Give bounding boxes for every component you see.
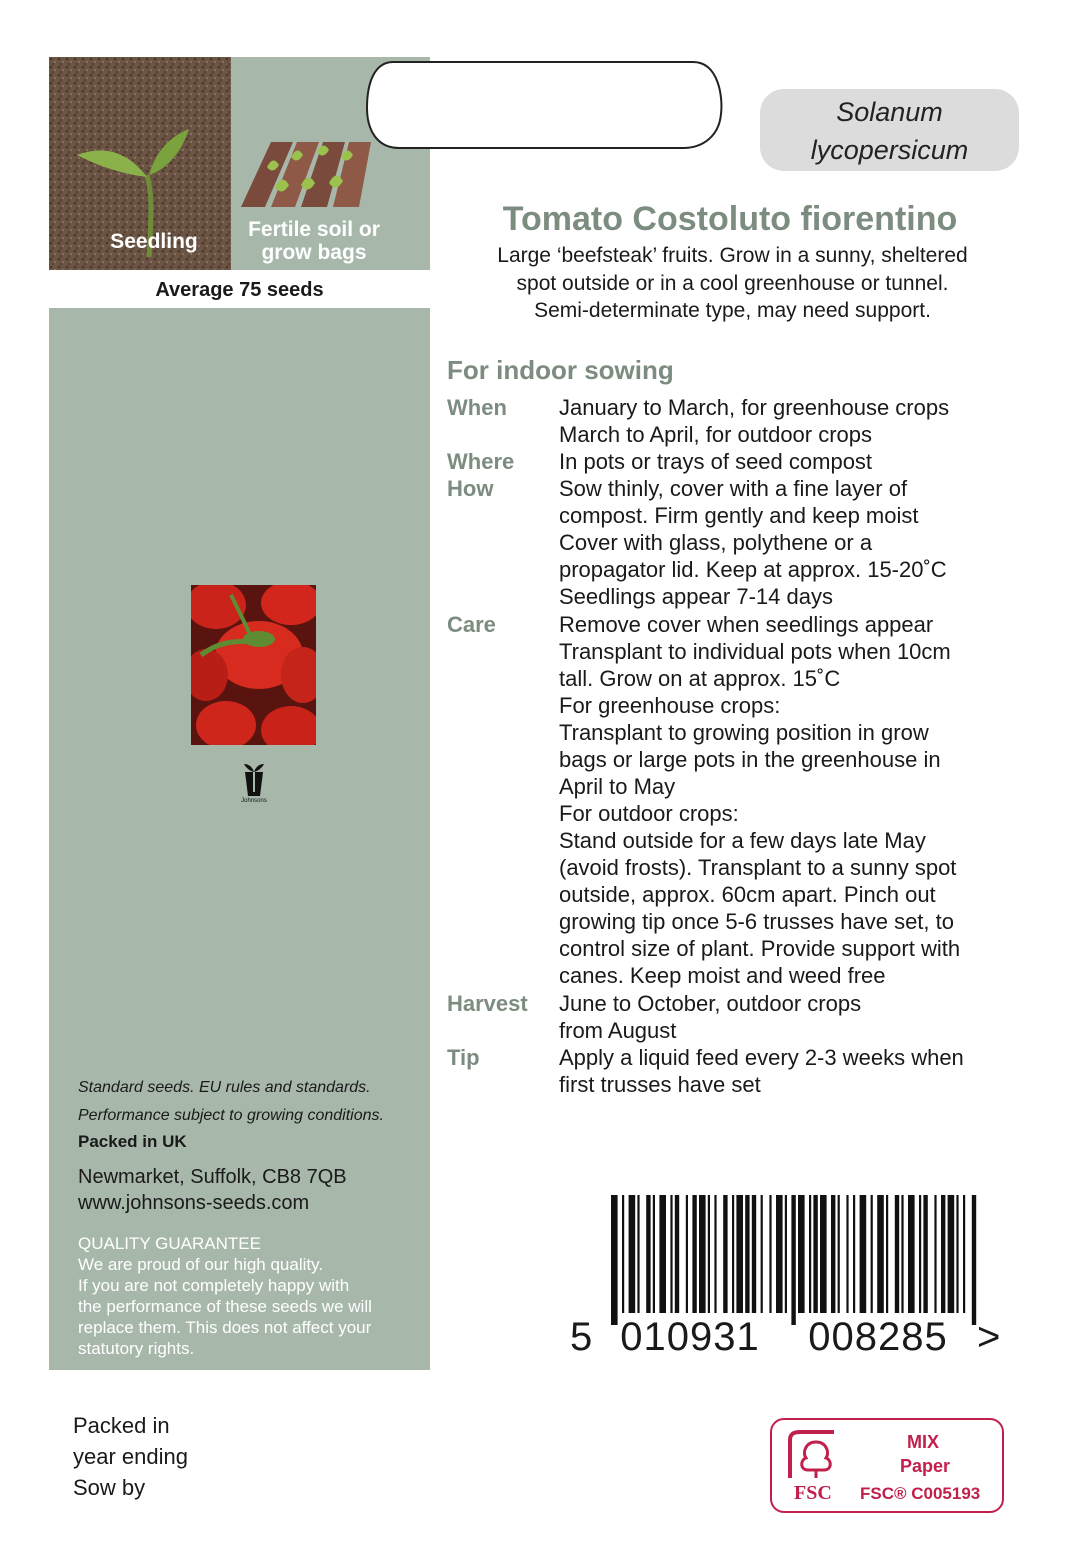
barcode-bar — [776, 1195, 783, 1313]
label-how: How — [447, 476, 494, 501]
latin-name-line2: lycopersicum — [810, 135, 969, 165]
text-line: outside, approx. 60cm apart. Pinch out — [559, 882, 936, 907]
performance-line: Performance subject to growing conditions. — [78, 1107, 384, 1124]
barcode-bar — [791, 1195, 795, 1325]
quality-guarantee — [78, 1233, 428, 1359]
barcode-bar — [809, 1195, 811, 1313]
text-line: April to May — [559, 774, 676, 799]
variety-name-box — [363, 58, 725, 154]
intro-line: Semi-determinate type, may need support. — [534, 299, 931, 322]
barcode-bar — [871, 1195, 873, 1313]
barcode-bar — [956, 1195, 958, 1313]
fsc-logo-text: FSC — [794, 1482, 832, 1504]
text-line: Seedlings appear 7-14 days — [559, 584, 833, 609]
text-line: March to April, for outdoor crops — [559, 422, 873, 447]
text-line: Sow thinly, cover with a fine layer of — [559, 476, 908, 501]
text-line: propagator lid. Keep at approx. 15-20˚C — [559, 557, 947, 582]
text-line: first trusses have set — [559, 1072, 761, 1097]
text-line: Transplant to individual pots when 10cm — [559, 639, 951, 664]
tomato-illustration — [191, 585, 316, 745]
barcode-bar — [820, 1195, 827, 1313]
barcode-bar — [736, 1195, 743, 1313]
fsc-mix: MIX — [907, 1432, 940, 1452]
barcode — [570, 1195, 1015, 1365]
barcode-bar — [838, 1195, 840, 1313]
fsc-paper: Paper — [900, 1456, 951, 1476]
barcode-bar — [919, 1195, 921, 1313]
packed-in-uk: Packed in UK — [78, 1132, 187, 1151]
text-line: compost. Firm gently and keep moist — [559, 503, 919, 528]
label-when: When — [447, 395, 507, 420]
text-where — [559, 448, 1029, 475]
barcode-arrow: > — [977, 1315, 1001, 1359]
barcode-bar — [923, 1195, 927, 1313]
barcode-bar — [798, 1195, 805, 1313]
text-harvest — [559, 990, 1029, 1044]
guarantee-line: replace them. This does not affect your — [78, 1318, 372, 1337]
label-where: Where — [447, 449, 515, 474]
section-heading: For indoor sowing — [447, 355, 674, 385]
barcode-bar — [659, 1195, 666, 1313]
text-line: growing tip once 5-6 trusses have set, to — [559, 909, 954, 934]
quality-guarantee-title: QUALITY GUARANTEE — [78, 1234, 261, 1253]
barcode-bar — [941, 1195, 945, 1313]
barcode-bar — [963, 1195, 965, 1313]
label-tip: Tip — [447, 1045, 480, 1070]
text-tip — [559, 1044, 1029, 1098]
text-line: control size of plant. Provide support with — [559, 936, 961, 961]
seedling-label: Seedling — [110, 230, 198, 253]
barcode-bar — [934, 1195, 936, 1313]
label-care: Care — [447, 612, 496, 637]
barcode-bar — [761, 1195, 763, 1313]
barcode-bar — [972, 1195, 976, 1325]
barcode-bars — [575, 1195, 1015, 1325]
guarantee-line: If you are not completely happy with — [78, 1276, 350, 1295]
text-line: Cover with glass, polythene or a — [559, 530, 873, 555]
text-line: June to October, outdoor crops — [559, 991, 862, 1016]
text-line: Apply a liquid feed every 2-3 weeks when — [559, 1045, 964, 1070]
fsc-code: FSC® C005193 — [860, 1484, 981, 1503]
barcode-bar — [699, 1195, 706, 1313]
barcode-bar — [895, 1195, 899, 1313]
barcode-bar — [686, 1195, 688, 1313]
text-when — [559, 394, 1029, 448]
barcode-digit-first: 5 — [570, 1315, 593, 1359]
barcode-bar — [622, 1195, 624, 1313]
text-line: from August — [559, 1018, 677, 1043]
average-seeds: Average 75 seeds — [49, 270, 430, 308]
barcode-bar — [637, 1195, 639, 1313]
text-line: For outdoor crops: — [559, 801, 739, 826]
barcode-bar — [646, 1195, 650, 1313]
address: Newmarket, Suffolk, CB8 7QB — [78, 1166, 347, 1188]
barcode-bar — [692, 1195, 696, 1313]
barcode-bar — [723, 1195, 727, 1313]
packed-in-label: Packed in — [73, 1413, 170, 1438]
text-how — [559, 475, 1029, 610]
barcode-bar — [813, 1195, 817, 1313]
barcode-bar — [769, 1195, 771, 1313]
johnsons-logo-text: Johnsons — [241, 798, 267, 804]
intro-line: Large ‘beefsteak’ fruits. Grow in a sunny, sheltered — [497, 244, 968, 267]
year-ending-label: year ending — [73, 1444, 188, 1469]
website: www.johnsons-seeds.com — [78, 1192, 310, 1214]
barcode-bar — [948, 1195, 955, 1313]
text-line: Remove cover when seedlings appear — [559, 612, 934, 637]
barcode-bar — [853, 1195, 855, 1313]
packed-info — [73, 1410, 188, 1503]
barcode-group1: 010931 — [620, 1315, 760, 1359]
text-care — [559, 611, 1029, 989]
barcode-bar — [908, 1195, 915, 1313]
intro-text — [440, 242, 1025, 325]
latin-name-box — [760, 89, 1019, 171]
barcode-bar — [629, 1195, 636, 1313]
guarantee-line: We are proud of our high quality. — [78, 1255, 324, 1274]
barcode-bar — [846, 1195, 848, 1313]
intro-line: spot outside or in a cool greenhouse or tunnel. — [516, 271, 949, 295]
barcode-bar — [901, 1195, 903, 1313]
label-harvest: Harvest — [447, 991, 528, 1016]
soil-label-line1: Fertile soil or — [248, 218, 380, 241]
guarantee-line: statutory rights. — [78, 1339, 195, 1358]
text-line: bags or large pots in the greenhouse in — [559, 747, 941, 772]
text-line: Transplant to growing position in grow — [559, 720, 929, 745]
sow-by-label: Sow by — [73, 1475, 146, 1500]
standard-seeds-line: Standard seeds. EU rules and standards. — [78, 1079, 371, 1096]
text-line: tall. Grow on at approx. 15˚C — [559, 666, 841, 691]
barcode-bar — [785, 1195, 787, 1313]
tomato-photo — [191, 585, 316, 745]
barcode-bar — [653, 1195, 655, 1313]
text-line: January to March, for greenhouse crops — [559, 395, 950, 420]
text-line: For greenhouse crops: — [559, 693, 781, 718]
soil-label-line2: grow bags — [261, 241, 367, 264]
product-title: Tomato Costoluto fiorentino — [502, 200, 958, 238]
latin-name-line1: Solanum — [836, 97, 943, 127]
barcode-bar — [675, 1195, 679, 1313]
barcode-bar — [877, 1195, 884, 1313]
barcode-bar — [752, 1195, 756, 1313]
barcode-bar — [714, 1195, 716, 1313]
text-line: canes. Keep moist and weed free — [559, 963, 886, 988]
barcode-bar — [732, 1195, 734, 1313]
barcode-bar — [831, 1195, 835, 1313]
barcode-bar — [745, 1195, 749, 1313]
text-line: In pots or trays of seed compost — [559, 449, 873, 474]
barcode-group2: 008285 — [808, 1315, 948, 1359]
fsc-tree-icon — [786, 1430, 848, 1480]
barcode-bar — [886, 1195, 888, 1313]
text-line: (avoid frosts). Transplant to a sunny spot — [559, 855, 957, 880]
barcode-bar — [670, 1195, 672, 1313]
fsc-badge — [770, 1418, 1004, 1513]
text-line: Stand outside for a few days late May — [559, 828, 926, 853]
barcode-bar — [611, 1195, 618, 1325]
guarantee-line: the performance of these seeds we will — [78, 1297, 372, 1316]
barcode-bar — [708, 1195, 710, 1313]
seedling-photo — [49, 57, 231, 270]
johnsons-logo — [236, 762, 272, 808]
barcode-bar — [860, 1195, 867, 1313]
